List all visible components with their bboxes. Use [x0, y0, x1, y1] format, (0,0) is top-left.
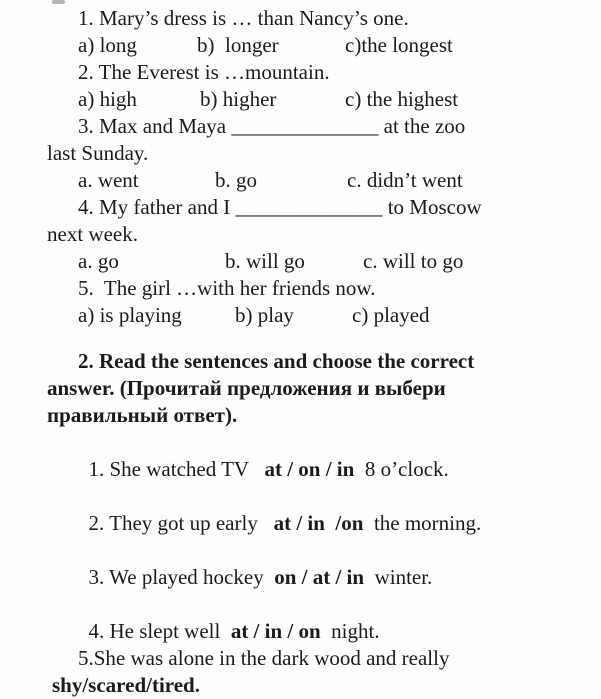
- section-2-heading-line-1: 2. Read the sentences and choose the correct: [78, 349, 475, 373]
- option-b: b. go: [215, 168, 257, 192]
- sentence-2: [0, 483, 601, 537]
- scan-artifact-mark: [52, 0, 65, 4]
- question-1-options: [0, 32, 601, 59]
- sentence-2-choices: at / in /on: [273, 511, 364, 535]
- option-b: b) play: [235, 303, 294, 327]
- option-a: a) is playing: [78, 303, 182, 327]
- option-a: a. go: [78, 249, 119, 273]
- question-4-line-2: next week.: [47, 222, 138, 246]
- sentence-3-choices: on / at / in: [274, 565, 365, 589]
- sentence-4-tail: night.: [320, 619, 380, 643]
- question-2: 2. The Everest is …mountain.: [78, 60, 330, 84]
- option-c: c. will to go: [363, 249, 464, 273]
- question-4-line-1: 4. My father and I ______________ to Moscow: [78, 195, 482, 219]
- option-c: c) the highest: [345, 87, 459, 111]
- option-a: a) long: [78, 33, 137, 57]
- option-c: c)the longest: [345, 33, 453, 57]
- question-4-options: [0, 248, 601, 275]
- option-b: b) longer: [197, 33, 279, 57]
- sentence-5-choices: shy/scared/tired.: [52, 673, 200, 697]
- option-b: b) higher: [200, 87, 277, 111]
- option-c: c) played: [352, 303, 430, 327]
- sentence-5-line-1: 5.She was alone in the dark wood and really: [78, 646, 450, 670]
- section-2-heading-line-3: правильный ответ).: [47, 403, 238, 427]
- sentence-4: [0, 591, 601, 645]
- section-2-heading-line-2: answer. (Прочитай предложения и выбери: [47, 376, 446, 400]
- sentence-2-tail: the morning.: [363, 511, 482, 535]
- section-gap: [0, 329, 601, 348]
- question-3-line-2: last Sunday.: [47, 141, 149, 165]
- sentence-3: [0, 537, 601, 591]
- question-5: 5. The girl …with her friends now.: [78, 276, 376, 300]
- question-3-options: [0, 167, 601, 194]
- sentence-2-text: 2. They got up early: [88, 511, 274, 535]
- question-3-line-1: 3. Max and Maya ______________ at the zoo: [78, 114, 466, 138]
- sentence-1-text: 1. She watched TV: [88, 457, 265, 481]
- question-1: 1. Mary’s dress is … than Nancy’s one.: [78, 6, 409, 30]
- sentence-1-choices: at / on / in: [264, 457, 355, 481]
- sentence-3-tail: winter.: [364, 565, 433, 589]
- option-c: c. didn’t went: [347, 168, 463, 192]
- question-2-options: [0, 86, 601, 113]
- option-b: b. will go: [225, 249, 305, 273]
- sentence-1: [0, 429, 601, 483]
- option-a: a) high: [78, 87, 137, 111]
- sentence-1-tail: 8 o’clock.: [354, 457, 449, 481]
- sentence-4-text: 4. He slept well: [88, 619, 231, 643]
- sentence-4-choices: at / in / on: [230, 619, 321, 643]
- sentence-3-text: 3. We played hockey: [88, 565, 275, 589]
- question-5-options: [0, 302, 601, 329]
- option-a: a. went: [78, 168, 139, 192]
